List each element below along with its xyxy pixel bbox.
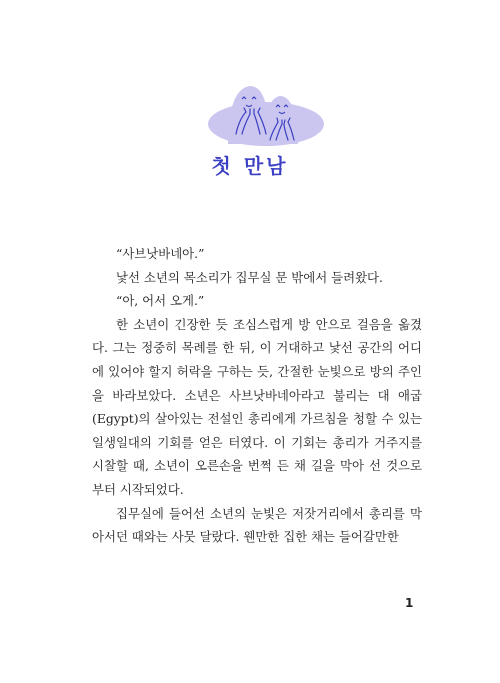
page-number: 1 xyxy=(405,596,414,610)
body-text xyxy=(92,242,422,549)
paragraph: 집무실에 들어선 소년의 눈빛은 저잣거리에서 총리를 막아서던 때와는 사뭇 달랐다. 웬만한 집한 채는 들어갈만한 xyxy=(92,505,422,545)
paragraph: 한 소년이 긴장한 듯 조심스럽게 방 안으로 걸음을 옮겼다. 그는 정중히 목례를 한 뒤, 이 거대하고 낯선 공간의 어디에 있어야 할지 허락을 구하는 듯, 간절한 눈빛으로 방의 주인을 바라보았다. 소년은 사브낫바네아라고 불리는 대 애굽(Egypt)의 살아있는 전설인 총리에게 가르침을 청할 수 있는 일생일대의 기회를 얻은 터였다. 이 기회는 총리가 거주지를 시찰할 때, 소년이 오른손을 번쩍 든 채 길을 막아 선 것으로부터 시작되었다. xyxy=(92,316,422,497)
chapter-title: 첫 만남 xyxy=(211,154,289,178)
left-ghost-body xyxy=(228,86,268,144)
paragraph: 낯선 소년의 목소리가 집무실 문 밖에서 들려왔다. xyxy=(116,269,383,285)
two-ghosts-illustration xyxy=(206,74,326,146)
paragraph: “아, 어서 오게.” xyxy=(116,293,205,309)
paragraph: “사브낫바네아.” xyxy=(116,246,205,261)
